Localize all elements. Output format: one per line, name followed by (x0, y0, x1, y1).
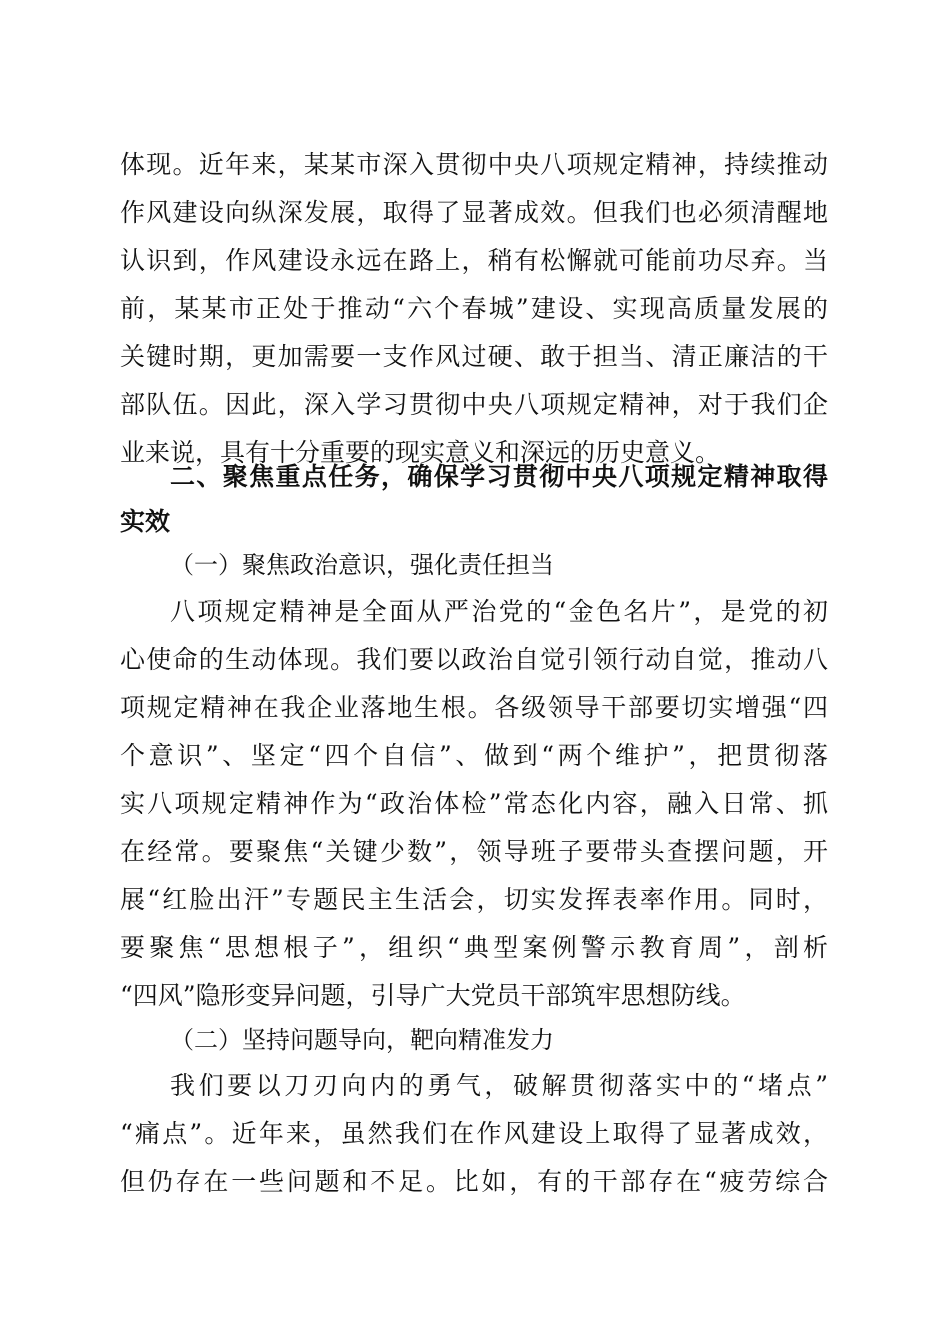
subsection-heading: （一）聚焦政治意识，强化责任担当 (170, 551, 554, 579)
section-heading: 二、聚焦重点任务，确保学习贯彻中央八项规定精神取得 (170, 462, 828, 491)
paragraph-line: “痛点”。近年来，虽然我们在作风建设上取得了显著成效， (120, 1119, 828, 1148)
paragraph-line: “四风”隐形变异问题，引导广大党员干部筑牢思想防线。 (120, 981, 746, 1010)
paragraph-line: 我们要以刀刃向内的勇气，破解贯彻落实中的“堵点” (170, 1071, 828, 1100)
paragraph-line: 个意识”、坚定“四个自信”、做到“两个维护”，把贯彻落 (120, 741, 828, 770)
paragraph-line: 前，某某市正处于推动“六个春城”建设、实现高质量发展的 (120, 294, 828, 323)
paragraph-line: 八项规定精神是全面从严治党的“金色名片”，是党的初 (170, 597, 828, 626)
paragraph-line: 在经常。要聚焦“关键少数”，领导班子要带头查摆问题，开 (120, 837, 828, 866)
paragraph-line: 心使命的生动体现。我们要以政治自觉引领行动自觉，推动八 (120, 645, 828, 674)
paragraph-line: 作风建设向纵深发展，取得了显著成效。但我们也必须清醒地 (120, 198, 828, 227)
paragraph-line: 关键时期，更加需要一支作风过硬、敢于担当、清正廉洁的干 (120, 342, 828, 371)
paragraph-line: 实八项规定精神作为“政治体检”常态化内容，融入日常、抓 (120, 789, 828, 818)
paragraph-line: 要聚焦“思想根子”，组织“典型案例警示教育周”，剖析 (120, 933, 829, 962)
paragraph-line: 但仍存在一些问题和不足。比如，有的干部存在“疲劳综合 (120, 1167, 828, 1196)
paragraph-line: 展“红脸出汗”专题民主生活会，切实发挥表率作用。同时， (120, 885, 828, 914)
paragraph-line: 部队伍。因此，深入学习贯彻中央八项规定精神，对于我们企 (120, 390, 828, 419)
paragraph-line: 认识到，作风建设永远在路上，稍有松懈就可能前功尽弃。当 (120, 246, 828, 275)
paragraph-line: 业来说，具有十分重要的现实意义和深远的历史意义。 (120, 438, 721, 467)
paragraph-line: 项规定精神在我企业落地生根。各级领导干部要切实增强“四 (120, 693, 828, 722)
paragraph-line: 体现。近年来，某某市深入贯彻中央八项规定精神，持续推动 (120, 150, 828, 179)
section-heading-continued: 实效 (120, 507, 171, 536)
subsection-heading: （二）坚持问题导向，靶向精准发力 (170, 1026, 554, 1054)
